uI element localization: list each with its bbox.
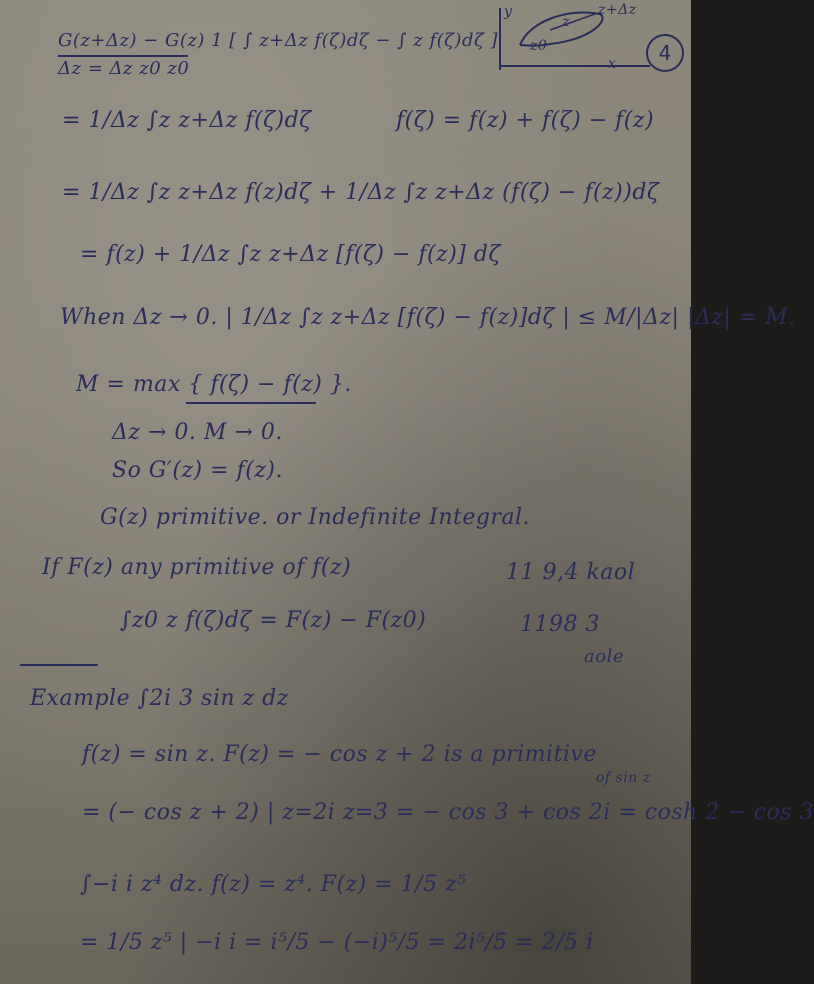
example-primitive-note: of sin z — [596, 770, 651, 786]
integral-step-3: = f(z) + 1/Δz ∫z z+Δz [f(ζ) − f(z)] dζ — [80, 242, 501, 267]
margin-note-2: 1198 3 — [520, 612, 600, 637]
integral-step-2: = 1/Δz ∫z z+Δz f(z)dζ + 1/Δz ∫z z+Δz (f(ζ) − f(z))dζ — [62, 180, 660, 205]
margin-note-1: 11 9,4 kaol — [506, 560, 636, 585]
max-definition: M = max { f(ζ) − f(z) }. — [76, 372, 352, 397]
sketch-z-label: z — [562, 14, 570, 30]
limit-estimate: When Δz → 0. | 1/Δz ∫z z+Δz [f(ζ) − f(z)]dζ | ≤ M/|Δz| |Δz| = M. — [60, 305, 796, 330]
example-primitive: f(z) = sin z. F(z) = − cos z + 2 is a primitive — [82, 742, 597, 767]
second-example: ∫−i i z⁴ dz. f(z) = z⁴. F(z) = 1/5 z⁵ — [80, 872, 467, 897]
page-number: 4 — [658, 41, 672, 65]
page-number-circle — [646, 34, 684, 72]
sketch-y-label: y — [504, 4, 513, 20]
fundamental-formula: ∫z0 z f(ζ)dζ = F(z) − F(z0) — [120, 608, 427, 633]
max-underline — [186, 402, 316, 404]
derivative-conclusion: So G′(z) = f(z). — [112, 458, 283, 483]
limit-statement: Δz → 0. M → 0. — [112, 420, 283, 445]
sketch-corner-label: z+Δz — [598, 2, 637, 18]
section-divider — [20, 664, 98, 666]
f-zeta-decomposition: f(ζ) = f(z) + f(ζ) − f(z) — [396, 108, 655, 133]
derivative-denominator: Δz = Δz z0 z0 — [58, 58, 190, 79]
primitive-theorem: If F(z) any primitive of f(z) — [42, 555, 352, 580]
fraction-bar — [58, 55, 188, 57]
example-heading: Example ∫2i 3 sin z dz — [30, 686, 289, 711]
margin-note-3: aole — [584, 646, 624, 667]
derivative-definition: G(z+Δz) − G(z) 1 [ ∫ z+Δz f(ζ)dζ − ∫ z f(ζ)dζ ] — [58, 30, 498, 51]
integral-step-1: = 1/Δz ∫z z+Δz f(ζ)dζ — [62, 108, 312, 133]
sketch-x-label: x — [608, 56, 617, 72]
example-evaluation: = (− cos z + 2) | z=2i z=3 = − cos 3 + cos 2i = cosh 2 − cos 3 — [82, 800, 814, 825]
primitive-note: G(z) primitive. or Indefinite Integral. — [100, 505, 531, 530]
second-example-result: = 1/5 z⁵ | −i i = i⁵/5 − (−i)⁵/5 = 2i⁵/5 = 2/5 i — [80, 930, 594, 955]
sketch-z0-label: z0 — [530, 38, 548, 54]
